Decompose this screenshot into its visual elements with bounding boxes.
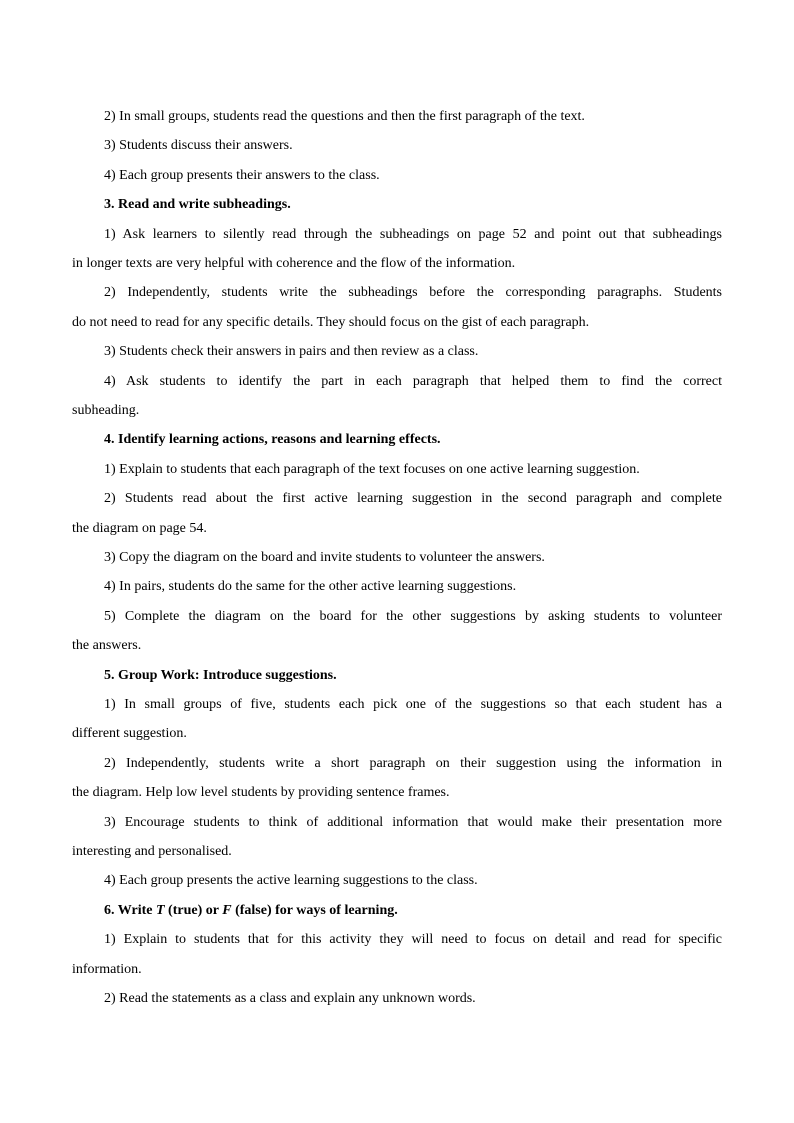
text-line: 1) Explain to students that for this activity they will need to focus on detail and read for specific	[104, 932, 722, 947]
text-line: interesting and personalised.	[72, 844, 232, 859]
section-heading	[104, 900, 722, 922]
text-line: 3) Students discuss their answers.	[104, 138, 293, 153]
text-line: 3) Encourage students to think of additional information that would make their presentation more	[104, 815, 722, 830]
section-heading: 4. Identify learning actions, reasons and learning effects.	[104, 432, 441, 447]
text-line: 4) Each group presents their answers to the class.	[104, 168, 380, 183]
text-line: 2) Independently, students write the subheadings before the corresponding paragraphs. Students	[104, 285, 722, 300]
text-line: subheading.	[72, 403, 140, 418]
section-heading: 5. Group Work: Introduce suggestions.	[104, 668, 337, 683]
heading-fragment: 6. Write	[104, 903, 156, 918]
text-line: 2) Students read about the first active learning suggestion in the second paragraph and complete	[104, 491, 722, 506]
text-line: 5) Complete the diagram on the board for the other suggestions by asking students to volunteer	[104, 609, 722, 624]
text-line: different suggestion.	[72, 726, 187, 741]
italic-letter: T	[155, 903, 165, 918]
text-line: 1) Explain to students that each paragraph of the text focuses on one active learning suggestion.	[104, 462, 640, 477]
text-line: 1) Ask learners to silently read through the subheadings on page 52 and point out that subheadings	[104, 227, 722, 242]
text-line: the answers.	[72, 638, 142, 653]
text-line: the diagram. Help low level students by providing sentence frames.	[72, 785, 450, 800]
text-line: 3) Copy the diagram on the board and invite students to volunteer the answers.	[104, 550, 545, 565]
text-line: 2) Independently, students write a short paragraph on their suggestion using the information in	[104, 756, 722, 771]
text-line: 1) In small groups of five, students each pick one of the suggestions so that each student has a	[104, 697, 722, 712]
text-line: the diagram on page 54.	[72, 521, 207, 536]
section-heading: 3. Read and write subheadings.	[104, 197, 291, 212]
text-line: in longer texts are very helpful with coherence and the flow of the information.	[72, 256, 516, 271]
text-line: 2) In small groups, students read the questions and then the first paragraph of the text.	[104, 109, 585, 124]
text-line: 2) Read the statements as a class and explain any unknown words.	[104, 991, 476, 1006]
heading-fragment: (true) or	[164, 903, 223, 918]
text-line: information.	[72, 962, 142, 977]
text-line: do not need to read for any specific details. They should focus on the gist of each paragraph.	[72, 315, 590, 330]
text-line: 4) Ask students to identify the part in each paragraph that helped them to find the correct	[104, 374, 722, 389]
italic-letter: F	[222, 903, 232, 918]
text-line: 4) Each group presents the active learning suggestions to the class.	[104, 873, 478, 888]
text-line: 3) Students check their answers in pairs and then review as a class.	[104, 344, 479, 359]
heading-fragment: (false) for ways of learning.	[231, 903, 398, 918]
text-line: 4) In pairs, students do the same for the other active learning suggestions.	[104, 579, 517, 594]
